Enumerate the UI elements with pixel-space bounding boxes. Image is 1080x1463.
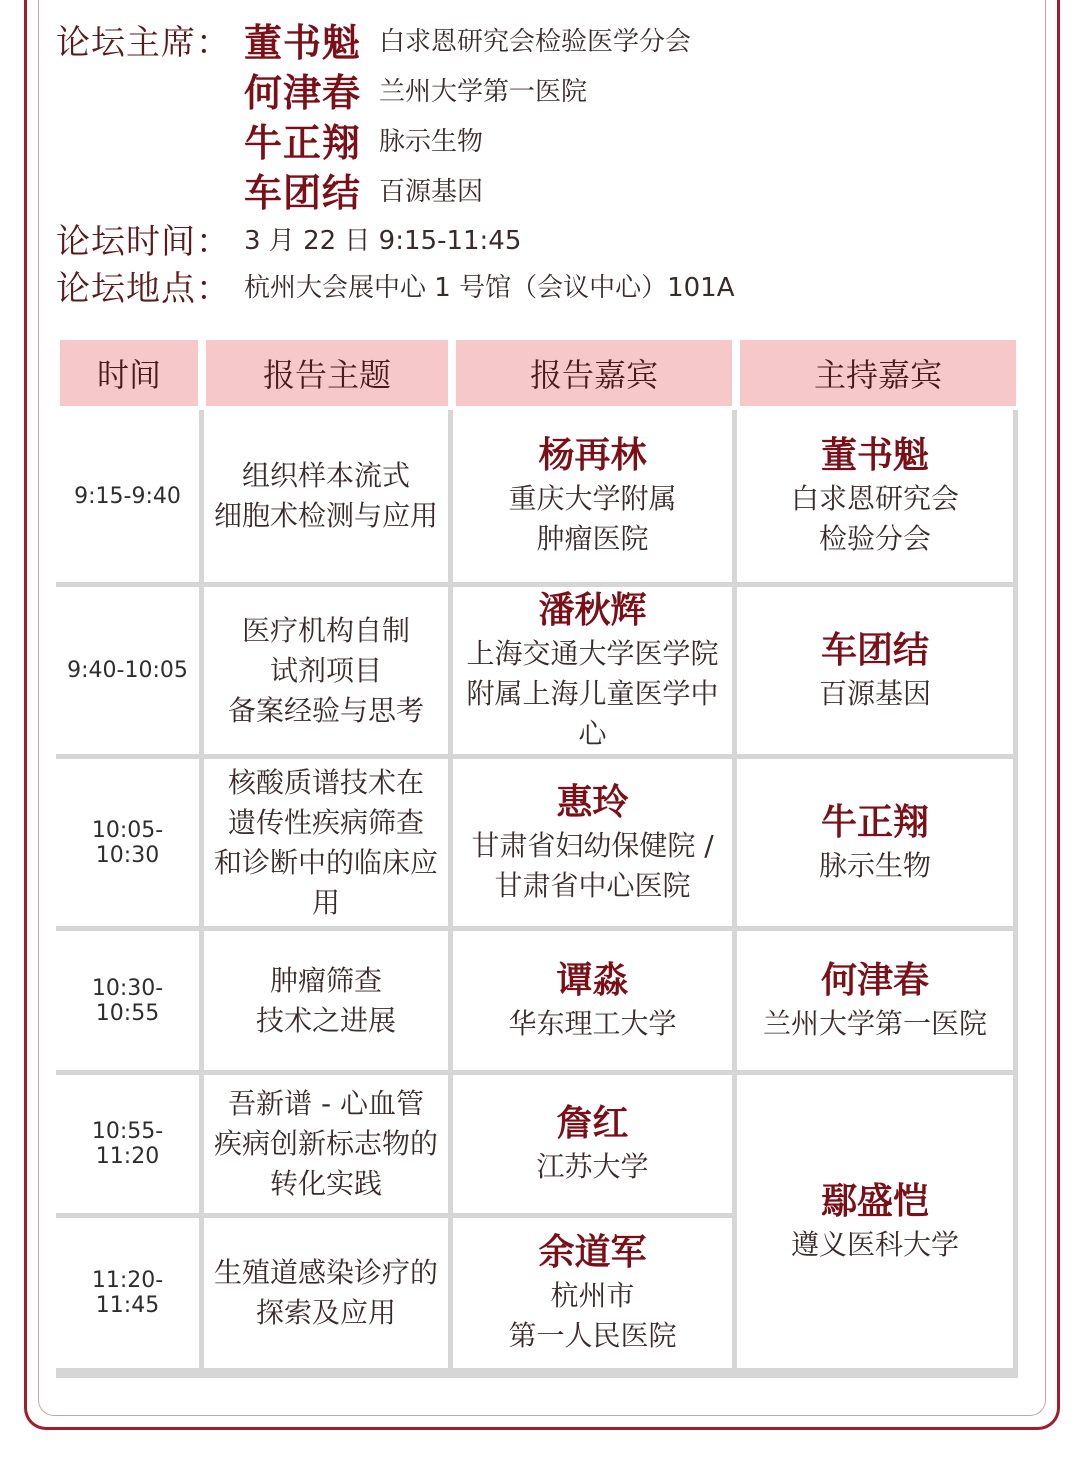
speaker-name: 詹红 — [556, 1103, 629, 1144]
place-label: 论坛地点： — [56, 268, 231, 309]
topic-line: 转化实践 — [269, 1167, 382, 1200]
topic-line: 疾病创新标志物的 — [213, 1127, 438, 1160]
speaker-org-line: 重庆大学附属 — [508, 482, 677, 515]
time-value: 3 月 22 日 9:15-11:45 — [244, 225, 522, 256]
topic-line: 和诊断中的临床应用 — [213, 845, 438, 919]
header-topic: 报告主题 — [206, 340, 448, 406]
speaker-org-line: 江苏大学 — [536, 1150, 649, 1183]
speaker-cell — [453, 759, 732, 926]
chair-org: 白求恩研究会检验医学分会 — [379, 26, 692, 57]
chair-name: 董书魁 — [244, 20, 362, 65]
chair-name: 车团结 — [244, 170, 362, 215]
forum-info — [56, 14, 734, 308]
topic-line: 核酸质谱技术在 — [227, 765, 424, 799]
topic-cell — [204, 1075, 448, 1213]
topic-line: 组织样本流式 — [241, 459, 410, 492]
time-text: 10:55-11:20 — [91, 1119, 164, 1169]
chair-org: 兰州大学第一医院 — [379, 76, 588, 107]
time-text: 10:30-10:55 — [91, 975, 164, 1026]
topic-line: 探索及应用 — [255, 1296, 396, 1329]
table-header — [60, 340, 1016, 406]
speaker-org-line: 上海交通大学医学院 — [466, 636, 719, 670]
host-name: 车团结 — [820, 629, 929, 671]
host-org-line: 百源基因 — [818, 676, 931, 710]
topic-line: 生殖道感染诊疗的 — [213, 1256, 438, 1289]
topic-line: 备案经验与思考 — [227, 693, 424, 727]
chair-label: 论坛主席： — [56, 22, 231, 63]
chair-name: 牛正翔 — [244, 120, 362, 165]
time-cell — [56, 1075, 199, 1213]
speaker-cell — [453, 1218, 732, 1368]
time-cell — [56, 759, 199, 926]
speaker-org-line: 甘肃省中心医院 — [494, 868, 691, 902]
time-cell — [56, 931, 199, 1070]
speaker-org-line: 肿瘤医院 — [536, 522, 649, 555]
host-cell — [737, 759, 1013, 926]
chair-row — [56, 14, 734, 64]
host-cell — [737, 1075, 1013, 1368]
topic-line: 技术之进展 — [255, 1003, 396, 1037]
speaker-cell — [453, 410, 732, 582]
host-org-line: 检验分会 — [818, 522, 931, 555]
time-row — [56, 214, 734, 262]
speaker-cell — [453, 931, 732, 1070]
chair-org: 百源基因 — [379, 176, 484, 207]
topic-line: 医疗机构自制 — [241, 613, 410, 647]
speaker-name: 谭淼 — [556, 959, 629, 1001]
topic-line: 肿瘤筛查 — [269, 963, 382, 997]
topic-cell — [204, 587, 448, 754]
speaker-org-line: 第一人民医院 — [508, 1319, 677, 1352]
host-cell — [737, 587, 1013, 754]
speaker-name: 杨再林 — [538, 435, 647, 476]
chair-row — [56, 64, 734, 114]
speaker-name: 惠玲 — [556, 781, 629, 823]
host-org-line: 白求恩研究会 — [790, 482, 959, 515]
speaker-org-line: 华东理工大学 — [508, 1006, 677, 1040]
speaker-cell — [453, 587, 732, 754]
place-row — [56, 262, 734, 308]
time-text: 11:20-11:45 — [91, 1268, 164, 1318]
host-name: 鄢盛恺 — [820, 1180, 929, 1222]
speaker-name: 潘秋辉 — [538, 589, 647, 631]
header-time: 时间 — [60, 340, 198, 406]
host-org-line: 脉示生物 — [818, 848, 931, 882]
topic-cell — [204, 1218, 448, 1368]
time-cell — [56, 410, 199, 582]
time-text: 10:05-10:30 — [91, 817, 164, 868]
topic-cell — [204, 759, 448, 926]
host-org-line: 兰州大学第一医院 — [762, 1006, 987, 1040]
time-cell — [56, 1218, 199, 1368]
schedule-table — [56, 340, 1016, 1378]
speaker-org-line: 甘肃省妇幼保健院 / — [471, 828, 714, 862]
time-text: 9:15-9:40 — [74, 483, 181, 509]
chair-org: 脉示生物 — [379, 126, 484, 157]
place-value: 杭州大会展中心 1 号馆（会议中心）101A — [244, 272, 735, 303]
host-name: 董书魁 — [820, 435, 929, 476]
host-cell — [737, 931, 1013, 1070]
topic-line: 遗传性疾病筛查 — [227, 805, 424, 839]
chair-row — [56, 164, 734, 214]
topic-line: 吾新谱 - 心血管 — [228, 1087, 424, 1120]
speaker-org-line: 附属上海儿童医学中心 — [466, 676, 719, 750]
host-cell — [737, 410, 1013, 582]
time-cell — [56, 587, 199, 754]
chair-name: 何津春 — [244, 70, 362, 115]
topic-line: 细胞术检测与应用 — [213, 499, 438, 532]
topic-cell — [204, 931, 448, 1070]
host-name: 何津春 — [820, 959, 929, 1001]
topic-cell — [204, 410, 448, 582]
host-name: 牛正翔 — [820, 801, 929, 843]
time-text: 9:40-10:05 — [67, 658, 188, 683]
speaker-name: 余道军 — [538, 1232, 647, 1273]
header-host: 主持嘉宾 — [740, 340, 1016, 406]
chair-row — [56, 114, 734, 164]
topic-line: 试剂项目 — [269, 653, 382, 687]
header-speaker: 报告嘉宾 — [456, 340, 732, 406]
speaker-cell — [453, 1075, 732, 1213]
speaker-org-line: 杭州市 — [550, 1279, 635, 1312]
host-org-line: 遵义医科大学 — [790, 1227, 959, 1261]
table-body — [56, 410, 1018, 1378]
time-label: 论坛时间： — [56, 221, 231, 262]
